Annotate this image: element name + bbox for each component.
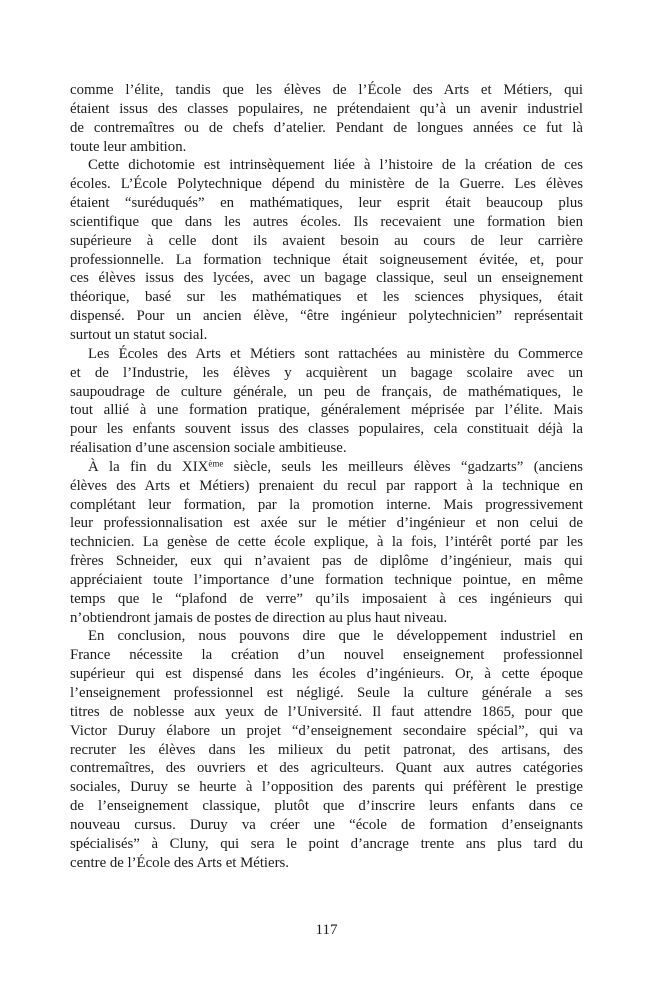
text-line: élèves des Arts et Métiers) prenaient du recul par rapport à la technique en	[70, 477, 583, 494]
text-line: de contremaîtres ou de chefs d’atelier. Pendant de longues années ce fut là	[70, 119, 583, 136]
text-line: étaient “suréduqués” en mathématiques, leur esprit était beaucoup plus	[70, 195, 583, 212]
text-line: En conclusion, nous pouvons dire que le développement industriel en	[88, 628, 583, 645]
line-segment: À la fin du XIX	[88, 458, 209, 475]
text-line: n’obtiendront jamais de postes de direction au plus haut niveau.	[70, 609, 448, 626]
paragraph	[70, 156, 583, 344]
page-number: 117	[315, 922, 338, 938]
text-line: tout allié à une formation pratique, généralement méprisée par l’élite. Mais	[70, 402, 583, 419]
text-line: titres de noblesse aux yeux de l’Université. Il faut attendre 1865, pour que	[70, 703, 583, 720]
text-line: technicien. La genèse de cette école explique, à la fois, l’intérêt porté par les	[70, 534, 583, 551]
text-line: surtout un statut social.	[70, 326, 208, 343]
paragraph	[70, 458, 583, 628]
text-line: contremaîtres, des ouvriers et des agriculteurs. Quant aux autres catégories	[70, 760, 583, 777]
text-line: temps que le “plafond de verre” qu’ils imposaient à ces ingénieurs qui	[70, 590, 583, 607]
text-line: professionnelle. La formation technique était soigneusement évitée, et, pour	[70, 251, 583, 268]
text-line: Les Écoles des Arts et Métiers sont rattachées au ministère du Commerce	[88, 345, 583, 362]
text-line	[70, 458, 583, 477]
text-line: supérieur qui est dispensé dans les écoles d’ingénieurs. Or, à cette époque	[70, 666, 583, 683]
line-segment: siècle, seuls les meilleurs élèves “gadzarts” (anciens	[223, 458, 583, 475]
text-line: centre de l’École des Arts et Métiers.	[70, 854, 289, 871]
text-line: complétant leur formation, par la promotion interne. Mais progressivement	[70, 496, 583, 513]
text-line: pour les enfants souvent issus des classes populaires, cela constituait déjà la	[70, 421, 583, 438]
text-line: appréciaient toute l’importance d’une formation technique pointue, en même	[70, 571, 583, 588]
text-line: comme l’élite, tandis que les élèves de l’École des Arts et Métiers, qui	[70, 82, 583, 98]
text-line: Victor Duruy élabore un projet “d’enseignement secondaire spécial”, qui va	[70, 722, 583, 739]
text-line: leur professionnalisation est axée sur le métier d’ingénieur et non celui de	[70, 515, 583, 532]
text-line: étaient issus des classes populaires, ne prétendaient qu’à un avenir industriel	[70, 100, 583, 117]
text-line: France nécessite la création d’un nouvel enseignement professionnel	[70, 647, 583, 664]
paragraph	[70, 81, 583, 156]
text-line: recruter les élèves dans les milieux du petit patronat, des artisans, des	[70, 741, 583, 758]
text-line: toute leur ambition.	[70, 138, 187, 155]
text-line: réalisation d’une ascension sociale ambitieuse.	[70, 440, 347, 457]
text-block	[70, 81, 583, 872]
superscript-ordinal: ème	[208, 458, 224, 469]
text-line: sociales, Duruy se heurte à l’opposition des parents qui préfèrent le prestige	[70, 779, 583, 796]
text-line: dispensé. Pour un ancien élève, “être ingénieur polytechnicien” représentait	[70, 308, 583, 325]
text-line: saupoudrage de culture générale, un peu de français, de mathématiques, le	[70, 383, 583, 400]
text-line: et de l’Industrie, les élèves y acquièrent un bagage scolaire avec un	[70, 364, 583, 381]
text-line: l’enseignement professionnel est négligé. Seule la culture générale a ses	[70, 685, 583, 701]
text-line: Cette dichotomie est intrinsèquement liée à l’histoire de la création de ces	[88, 157, 583, 174]
text-line: théorique, basé sur les mathématiques et les sciences physiques, était	[70, 289, 583, 306]
text-line: ces élèves issus des lycées, avec un bagage classique, seul un enseignement	[70, 270, 583, 287]
text-line: écoles. L’École Polytechnique dépend du ministère de la Guerre. Les élèves	[70, 176, 583, 193]
paragraph	[70, 627, 583, 872]
text-line: scientifique que dans les autres écoles. Ils recevaient une formation bien	[70, 213, 583, 230]
text-line: de l’enseignement classique, plutôt que d’inscrire leurs enfants dans ce	[70, 798, 583, 815]
text-line: frères Schneider, eux qui n’avaient pas de diplôme d’ingénieur, mais qui	[70, 553, 583, 570]
text-line: spécialisés” à Cluny, qui sera le point d’ancrage trente ans plus tard du	[70, 835, 583, 852]
paragraph	[70, 345, 583, 458]
text-line: supérieure à celle dont ils avaient besoin au cours de leur carrière	[70, 232, 583, 249]
text-line: nouveau cursus. Duruy va créer une “école de formation d’enseignants	[70, 816, 583, 833]
